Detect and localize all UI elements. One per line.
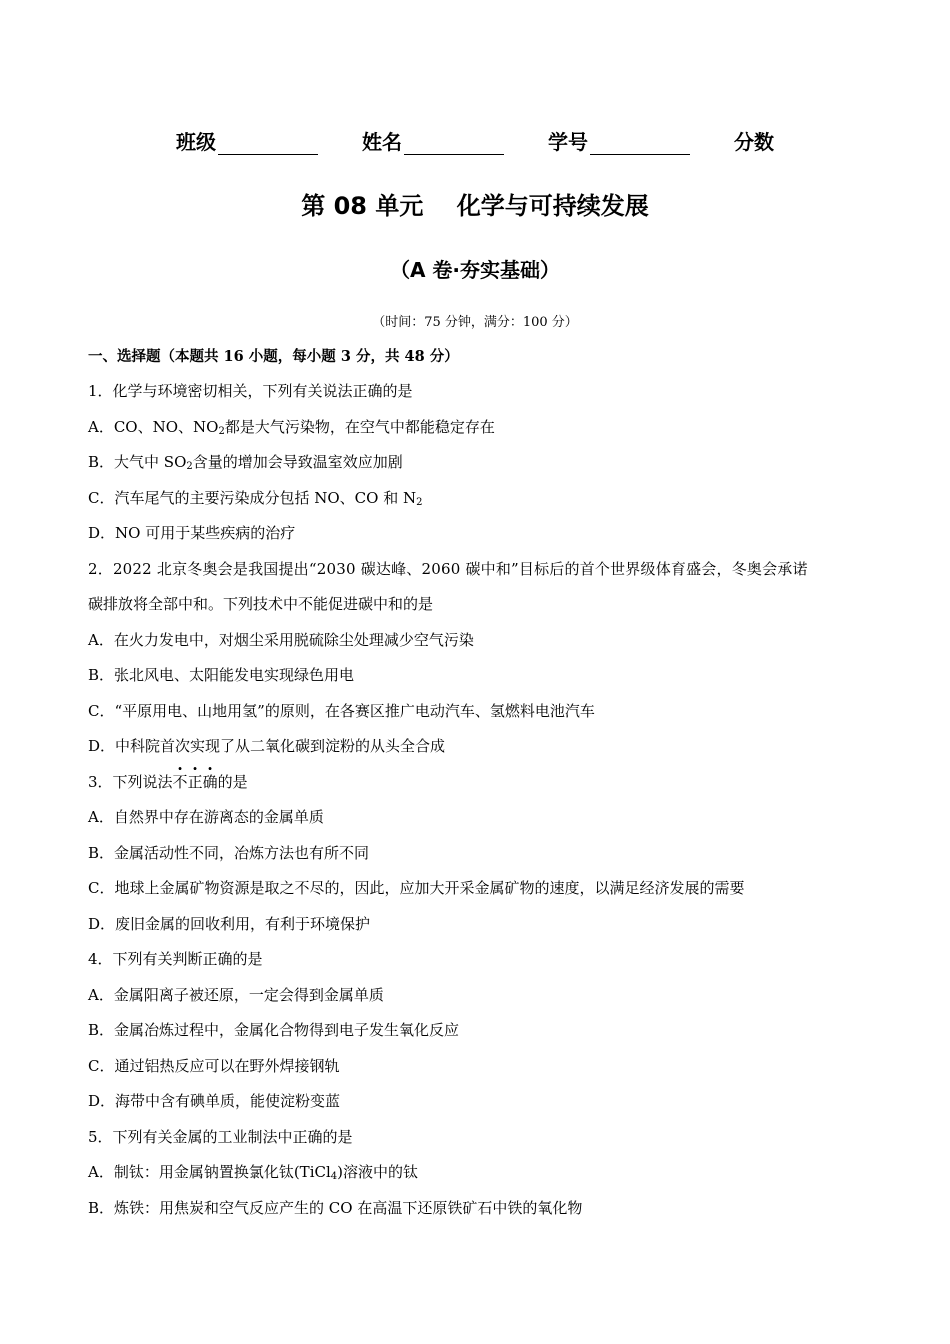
question-5-stem: 5．下列有关金属的工业制法中正确的是 [88,1127,353,1146]
page-subtitle: （A 卷·夯实基础） [389,258,561,282]
score-label: 分数 [734,130,774,154]
name-blank [404,136,504,155]
question-3-stem: 3．下列说法不正确的是 [88,770,878,806]
question-list [88,345,878,1231]
question-3-option-d: D．废旧金属的回收利用，有利于环境保护 [88,914,371,933]
class-field [176,126,318,155]
question-1-option-b: B．大气中 $SO_2$含量的增加会导致温室效应加剧 [88,453,403,472]
emphasis-char: 不 [172,772,188,791]
student-id-blank [590,136,690,155]
question-2-stem-line-1: 2．2022 北京冬奥会是我国提出“2030 碳达峰、2060 碳中和”目标后的首个世界级体育盛会，冬奥会承诺 [88,559,808,578]
name-label: 姓名 [362,130,402,154]
section-heading: 一、选择题（本题共 16 小题，每小题 3 分，共 48 分） [88,348,459,365]
emphasis-char: 确 [202,772,218,791]
question-2-option-d: D．中科院首次实现了从二氧化碳到淀粉的从头全合成 [88,737,446,755]
student-id-field [548,126,690,155]
page-title: 第 08 单元 化学与可持续发展 [301,192,649,220]
class-blank [218,136,318,155]
question-4-option-a: A．金属阳离子被还原，一定会得到金属单质 [88,985,384,1004]
question-3-option-a: A．自然界中存在游离态的金属单质 [88,808,324,826]
question-2-option-c: C．“平原用电、山地用氢”的原则，在各赛区推广电动汽车、氢燃料电池汽车 [88,701,595,720]
question-1-option-a: A．CO、NO、$NO_2$都是大气污染物，在空气中都能稳定存在 [88,417,495,437]
score-field [734,126,774,155]
question-3-option-c: C．地球上金属矿物资源是取之不尽的，因此，应加大开采金属矿物的速度，以满足经济发展的需要 [88,879,745,897]
question-2-option-b: B．张北风电、太阳能发电实现绿色用电 [88,666,355,684]
question-4-option-b: B．金属冶炼过程中，金属化合物得到电子发生氧化反应 [88,1021,460,1039]
question-5-option-a: A．制钛：用金属钠置换氯化钛(TiCl$_4$)溶液中的钛 [88,1163,418,1182]
question-4-stem: 4．下列有关判断正确的是 [88,950,263,968]
question-2-stem-line-2: 碳排放将全部中和。下列技术中不能促进碳中和的是 [88,595,434,613]
time-info: （时间：75 分钟，满分：100 分） [372,315,578,330]
question-4-option-d: D．海带中含有碘单质，能使淀粉变蓝 [88,1092,341,1110]
question-1-option-c: C．汽车尾气的主要污染成分包括 NO、CO 和 $N_2$ [88,488,423,508]
question-4-option-c: C．通过铝热反应可以在野外焊接钢轨 [88,1056,340,1075]
question-2-option-a: A．在火力发电中，对烟尘采用脱硫除尘处理减少空气污染 [88,630,474,649]
question-1-stem: 1．化学与环境密切相关，下列有关说法正确的是 [88,382,413,400]
question-3-option-b: B．金属活动性不同，冶炼方法也有所不同 [88,843,370,862]
question-1-option-d: D．NO 可用于某些疾病的治疗 [88,524,296,542]
student-info-row [0,126,950,155]
emphasis-char: 正 [187,772,203,791]
name-field [362,126,504,155]
question-5-option-b: B．炼铁：用焦炭和空气反应产生的 CO 在高温下还原铁矿石中铁的氧化物 [88,1198,583,1217]
student-id-label: 学号 [548,130,588,154]
class-label: 班级 [176,130,216,154]
